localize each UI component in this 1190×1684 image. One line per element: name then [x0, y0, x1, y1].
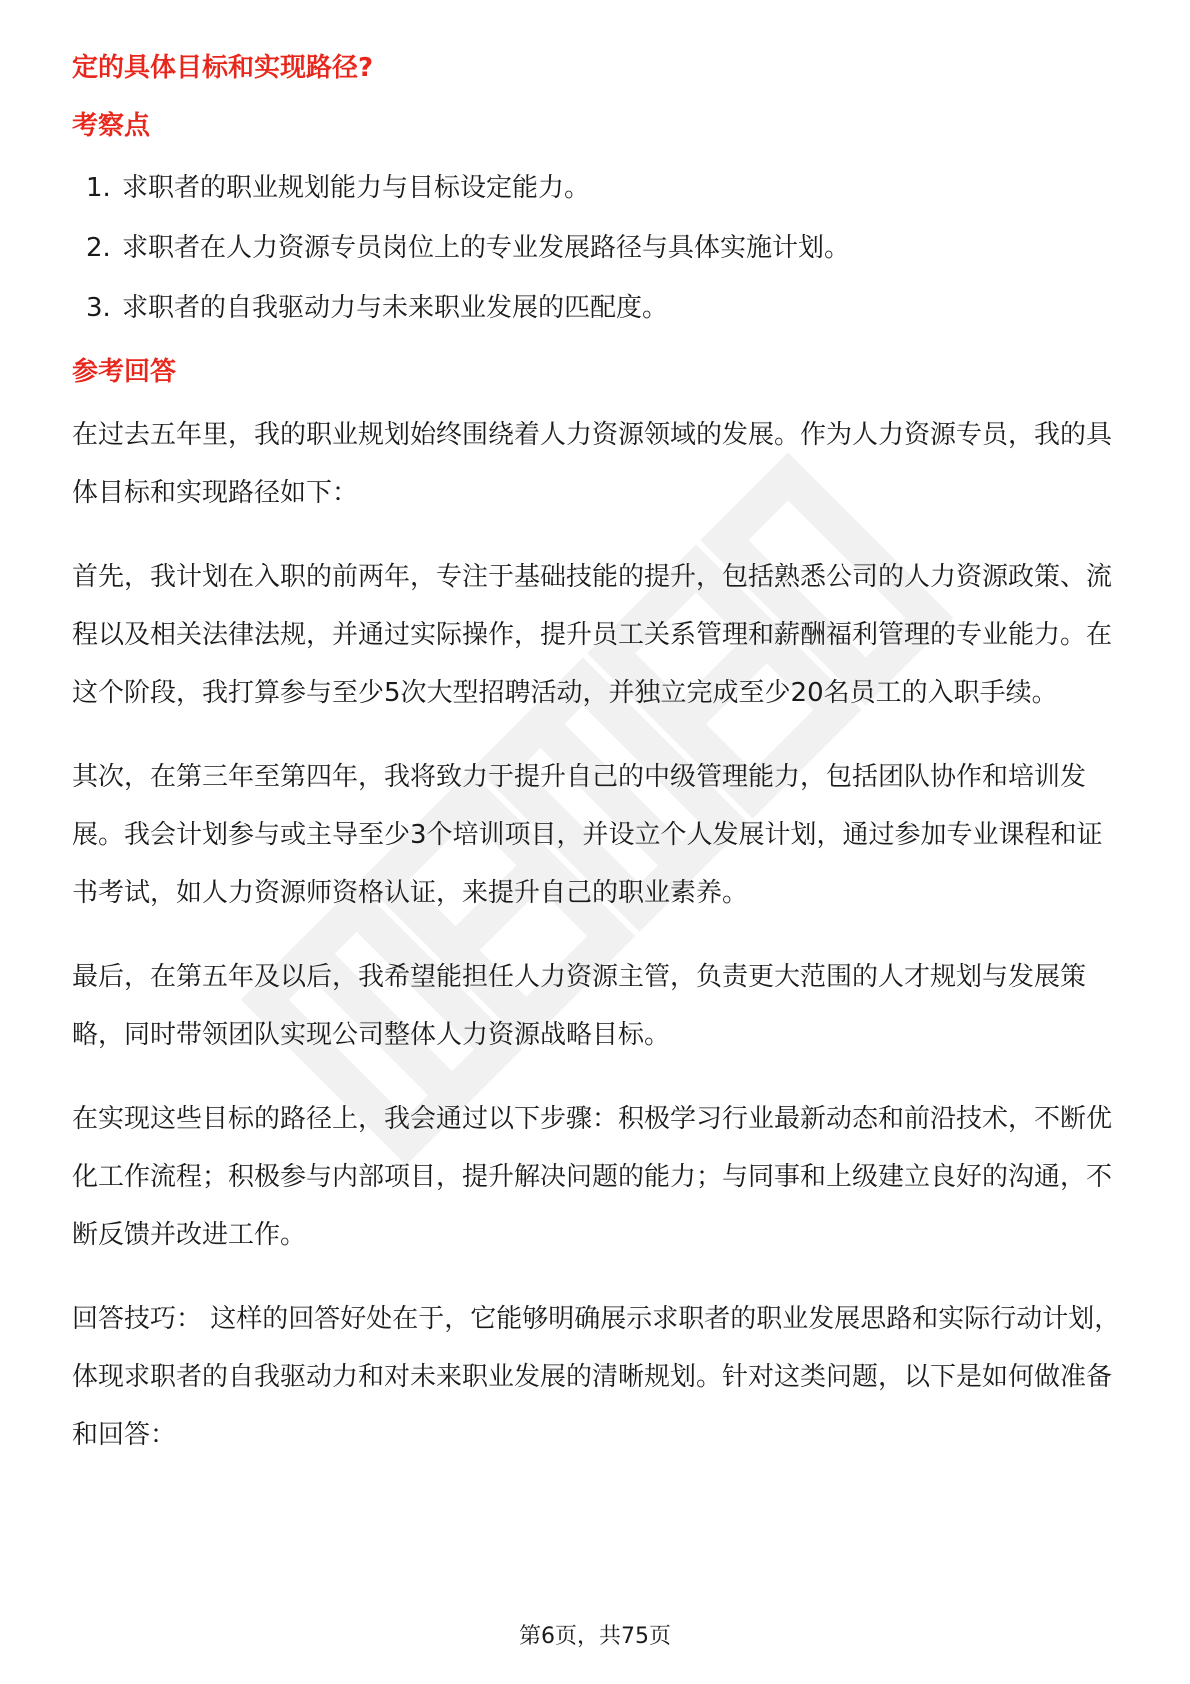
- list-item-number: 1.: [86, 173, 111, 203]
- answer-paragraph-last: 最后，在第五年及以后，我希望能担任人力资源主管，负责更大范围的人才规划与发展策略，同时带领团队实现公司整体人力资源战略目标。: [72, 962, 1087, 1050]
- list-item-text: 求职者的职业规划能力与目标设定能力。: [122, 173, 591, 203]
- answer-paragraph-second: 其次，在第三年至第四年，我将致力于提升自己的中级管理能力，包括团队协作和培训发展。我会计划参与或主导至少3个培训项目，并设立个人发展计划，通过参加专业课程和证书考试，如人力资源师资格认证，来提升自己的职业素养。: [72, 762, 1103, 908]
- answer-paragraph-intro: 在过去五年里，我的职业规划始终围绕着人力资源领域的发展。作为人力资源专员，我的具体目标和实现路径如下：: [72, 420, 1113, 508]
- list-item-text: 求职者在人力资源专员岗位上的专业发展路径与具体实施计划。: [122, 233, 851, 263]
- list-item-number: 2.: [86, 233, 111, 263]
- answer-paragraph-path: 在实现这些目标的路径上，我会通过以下步骤：积极学习行业最新动态和前沿技术，不断优化工作流程；积极参与内部项目，提升解决问题的能力；与同事和上级建立良好的沟通，不断反馈并改进工作。: [72, 1104, 1113, 1250]
- answer-paragraph-first: 首先，我计划在入职的前两年，专注于基础技能的提升，包括熟悉公司的人力资源政策、流程以及相关法律法规，并通过实际操作，提升员工关系管理和薪酬福利管理的专业能力。在这个阶段，我打算参与至少5次大型招聘活动，并独立完成至少20名员工的入职手续。: [72, 562, 1113, 708]
- list-item: [86, 288, 1122, 328]
- considerations-heading: 考察点: [72, 111, 151, 141]
- considerations-list: [72, 168, 1122, 328]
- list-item-number: 3.: [86, 293, 111, 323]
- answer-tips-paragraph: 回答技巧： 这样的回答好处在于，它能够明确展示求职者的职业发展思路和实际行动计划，体现求职者的自我驱动力和对未来职业发展的清晰规划。针对这类问题，以下是如何做准备和回答：: [72, 1304, 1121, 1450]
- list-item: [86, 228, 1122, 268]
- page-number-footer: 第6页，共75页: [519, 1624, 671, 1649]
- main-content: [72, 42, 1122, 1490]
- list-item: [86, 168, 1122, 208]
- question-title-tail: 定的具体目标和实现路径?: [72, 53, 374, 83]
- reference-answer-heading: 参考回答: [72, 357, 177, 387]
- list-item-text: 求职者的自我驱动力与未来职业发展的匹配度。: [122, 293, 669, 323]
